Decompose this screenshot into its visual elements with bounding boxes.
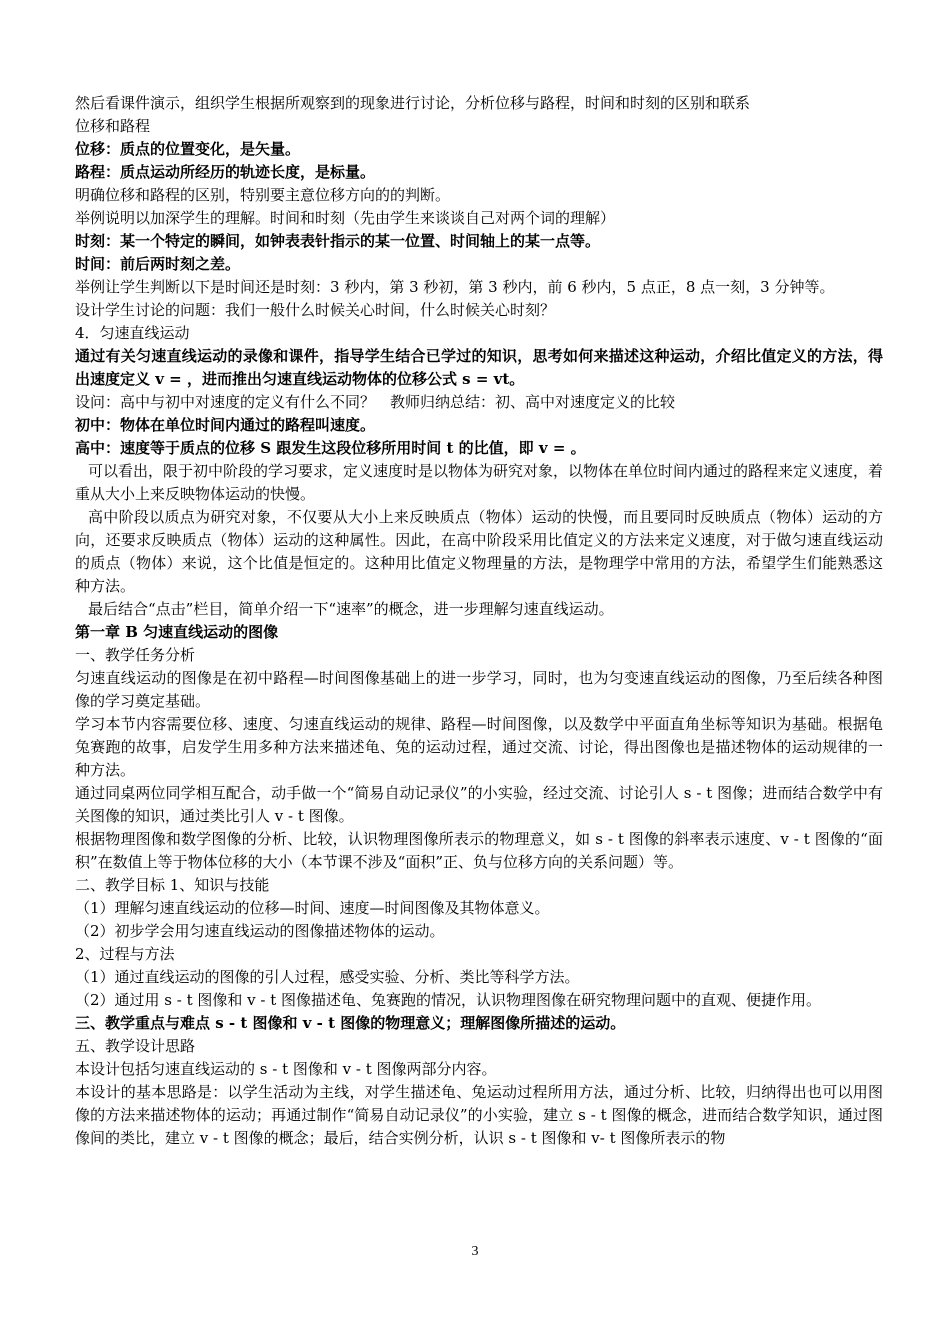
- paragraph: 三、教学重点与难点 s - t 图像和 v - t 图像的物理意义；理解图像所描述的运动。: [75, 1014, 626, 1032]
- paragraph: 一、教学任务分析: [75, 646, 196, 664]
- paragraph: （2）初步学会用匀速直线运动的图像描述物体的运动。: [75, 922, 445, 940]
- paragraph: 位移：质点的位置变化，是矢量。: [75, 140, 301, 158]
- paragraph: 本设计的基本思路是：以学生活动为主线，对学生描述龟、兔运动过程所用方法，通过分析、比较，归纳得出也可以用图像的方法来描述物体的运动；再通过制作“简易自动记录仪”的小实验，建立 s - t 图像的概念，进而结合数学知识，通过图像间的类比，建立 v - t 图像的概念；最后，结合实例分析，认识 s - t 图像和 v- t 图像所表示的物: [75, 1083, 883, 1147]
- paragraph: 本设计包括匀速直线运动的 s - t 图像和 v - t 图像两部分内容。: [75, 1060, 497, 1078]
- paragraph: 匀速直线运动的图像是在初中路程—时间图像基础上的进一步学习，同时，也为匀变速直线运动的图像，乃至后续各种图像的学习奠定基础。: [75, 669, 883, 710]
- paragraph: 然后看课件演示，组织学生根据所观察到的现象进行讨论，分析位移与路程，时间和时刻的区别和联系: [75, 94, 751, 112]
- paragraph: 五、教学设计思路: [75, 1037, 196, 1055]
- paragraph: 时刻：某一个特定的瞬间，如钟表表针指示的某一位置、时间轴上的某一点等。: [75, 232, 601, 250]
- paragraph: 可以看出，限于初中阶段的学习要求，定义速度时是以物体为研究对象，以物体在单位时间内通过的路程来定义速度，着重从大小上来反映物体运动的快慢。: [75, 462, 884, 503]
- paragraph: 举例说明以加深学生的理解。时间和时刻（先由学生来谈谈自己对两个词的理解）: [75, 209, 616, 227]
- paragraph: 2、过程与方法: [75, 945, 175, 963]
- paragraph: （2）通过用 s - t 图像和 v - t 图像描述龟、兔赛跑的情况，认识物理图像在研究物理问题中的直观、便捷作用。: [75, 991, 822, 1009]
- paragraph: 4．匀速直线运动: [75, 324, 190, 342]
- paragraph: 学习本节内容需要位移、速度、匀速直线运动的规律、路程—时间图像，以及数学中平面直角坐标等知识为基础。根据龟兔赛跑的故事，启发学生用多种方法来描述龟、兔的运动过程，通过交流、讨论，得出图像也是描述物体的运动规律的一种方法。: [75, 715, 883, 779]
- paragraph: 路程：质点运动所经历的轨迹长度，是标量。: [75, 163, 376, 181]
- section-title: 第一章 B 匀速直线运动的图像: [75, 623, 279, 641]
- paragraph: 位移和路程: [75, 117, 151, 135]
- paragraph: 举例让学生判断以下是时间还是时刻：3 秒内，第 3 秒初，第 3 秒内，前 6 秒内，5 点正，8 点一刻，3 分钟等。: [75, 278, 835, 296]
- paragraph: 高中阶段以质点为研究对象，不仅要从大小上来反映质点（物体）运动的快慢，而且要同时反映质点（物体）运动的方向，还要求反映质点（物体）运动的这种属性。因此，在高中阶段采用比值定义的方法来定义速度，对于做匀速直线运动的质点（物体）来说，这个比值是恒定的。这种用比值定义物理量的方法，是物理学中常用的方法，希望学生们能熟悉这种方法。: [75, 508, 883, 595]
- paragraph: 根据物理图像和数学图像的分析、比较，认识物理图像所表示的物理意义，如 s - t 图像的斜率表示速度、v - t 图像的“面积”在数值上等于物体位移的大小（本节课不涉及“面积”正、负与位移方向的关系问题）等。: [75, 830, 883, 871]
- page-number: 3: [471, 1244, 479, 1259]
- paragraph: 设计学生讨论的问题：我们一般什么时候关心时间，什么时候关心时刻？: [75, 301, 556, 319]
- document-body: [75, 92, 883, 1150]
- paragraph: 明确位移和路程的区别，特别要主意位移方向的的判断。: [75, 186, 451, 204]
- paragraph: 高中：速度等于质点的位移 S 跟发生这段位移所用时间 t 的比值，即 v = 。: [75, 439, 586, 457]
- paragraph: 初中：物体在单位时间内通过的路程叫速度。: [75, 416, 376, 434]
- paragraph: 通过有关匀速直线运动的录像和课件，指导学生结合已学过的知识，思考如何来描述这种运动，介绍比值定义的方法，得出速度定义 v = ，进而推出匀速直线运动物体的位移公式 s = vt。: [75, 347, 883, 388]
- paragraph: （1）通过直线运动的图像的引人过程，感受实验、分析、类比等科学方法。: [75, 968, 580, 986]
- paragraph: 时间：前后两时刻之差。: [75, 255, 241, 273]
- paragraph: 最后结合“点击”栏目，简单介绍一下“速率”的概念，进一步理解匀速直线运动。: [88, 600, 614, 618]
- paragraph: 设问：高中与初中对速度的定义有什么不同？ 教师归纳总结：初、高中对速度定义的比较: [75, 393, 676, 411]
- paragraph: （1）理解匀速直线运动的位移—时间、速度—时间图像及其物体意义。: [75, 899, 550, 917]
- paragraph: 二、教学目标 1、知识与技能: [75, 876, 270, 894]
- paragraph: 通过同桌两位同学相互配合，动手做一个“简易自动记录仪”的小实验，经过交流、讨论引人 s - t 图像；进而结合数学中有关图像的知识，通过类比引人 v - t 图像。: [75, 784, 883, 825]
